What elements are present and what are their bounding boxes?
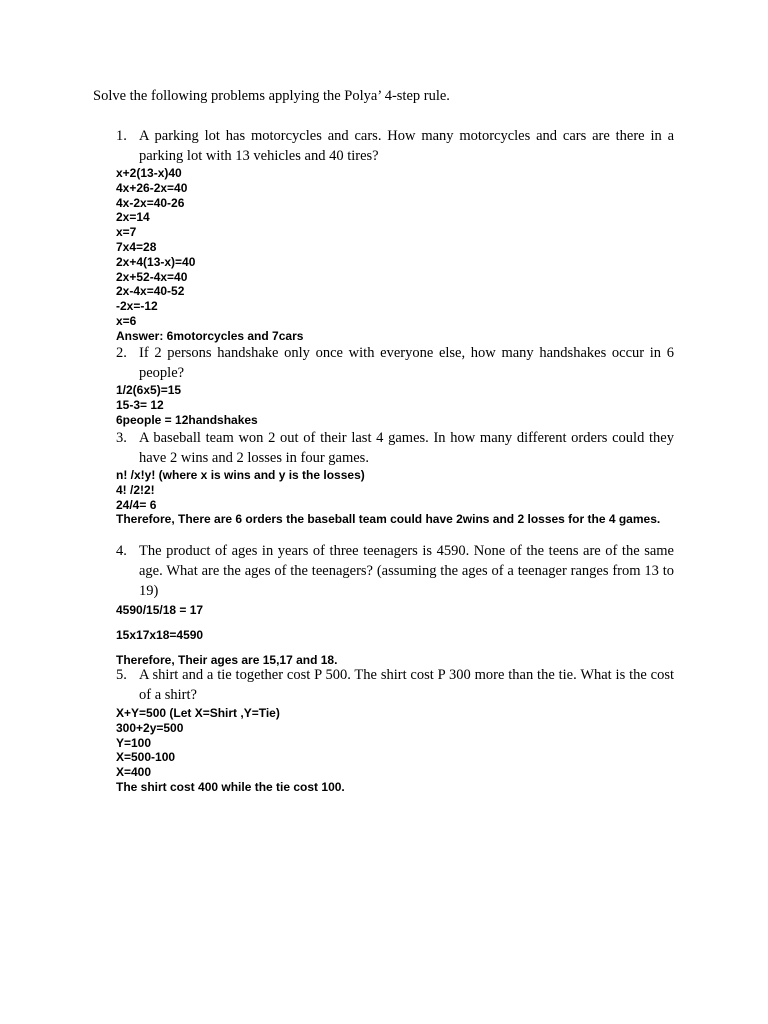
work-line: 300+2y=500 — [116, 720, 184, 735]
work-line: 4590/15/18 = 17 — [116, 603, 204, 617]
problem-1-question — [116, 126, 674, 166]
work-line: 4x+26-2x=40 — [116, 180, 188, 195]
work-line: 4! /2!2! — [116, 482, 155, 497]
problem-2-work — [116, 383, 258, 427]
question-text: A baseball team won 2 out of their last 4 games. In how many different orders could they have 2 wins and 2 losses in four games. — [139, 430, 674, 466]
work-line: X=500-100 — [116, 750, 176, 765]
work-line: X+Y=500 (Let X=Shirt ,Y=Tie) — [116, 706, 280, 720]
answer-line: Answer: 6motorcycles and 7cars — [116, 328, 304, 343]
answer-line: The shirt cost 400 while the tie cost 100. — [116, 779, 345, 794]
problem-4-question — [116, 541, 674, 601]
question-text: A parking lot has motorcycles and cars. How many motorcycles and cars are there in a parking lot with 13 vehicles and 40 tires? — [139, 128, 674, 164]
work-line: 2x+52-4x=40 — [116, 269, 188, 284]
work-line: x+2(13-x)40 — [116, 166, 182, 180]
intro-text: Solve the following problems applying the Polya’ 4-step rule. — [93, 88, 450, 104]
question-text: The product of ages in years of three teenagers is 4590. None of the teens are of the same age. What are the ages of the teenagers? (assuming the ages of a teenager ranges from 13 to 19) — [139, 543, 674, 599]
problem-5-question — [116, 665, 674, 705]
question-text: If 2 persons handshake only once with everyone else, how many handshakes occur in 6 people? — [139, 345, 674, 381]
problem-2-question — [116, 343, 674, 383]
work-line: 4x-2x=40-26 — [116, 195, 185, 210]
problem-number: 5. — [116, 667, 127, 683]
work-line: 2x=14 — [116, 210, 150, 225]
work-line: X=400 — [116, 765, 152, 780]
work-line: 7x4=28 — [116, 239, 157, 254]
work-line: 15-3= 12 — [116, 397, 164, 412]
problem-number: 1. — [116, 128, 127, 144]
answer-line: 6people = 12handshakes — [116, 412, 258, 427]
problem-number: 3. — [116, 430, 127, 446]
work-line: 2x+4(13-x)=40 — [116, 254, 196, 269]
problem-5-work — [116, 706, 345, 795]
work-line: Y=100 — [116, 735, 152, 750]
problem-number: 4. — [116, 543, 127, 559]
problem-3-work — [116, 468, 674, 527]
work-line: 2x-4x=40-52 — [116, 284, 185, 299]
work-line: n! /x!y! (where x is wins and y is the losses) — [116, 468, 365, 482]
work-line: -2x=-12 — [116, 299, 158, 314]
work-line: x=6 — [116, 313, 137, 328]
answer-line: Therefore, There are 6 orders the baseball team could have 2wins and 2 losses for the 4 games. — [116, 512, 661, 527]
work-line: 15x17x18=4590 — [116, 627, 204, 642]
work-line: 24/4= 6 — [116, 497, 157, 512]
problem-3-question — [116, 428, 674, 468]
work-line: 1/2(6x5)=15 — [116, 383, 182, 397]
work-line: x=7 — [116, 225, 137, 240]
problem-number: 2. — [116, 345, 127, 361]
problem-1-work — [116, 166, 303, 344]
answer-line: Therefore, Their ages are 15,17 and 18. — [116, 652, 338, 667]
question-text: A shirt and a tie together cost P 500. The shirt cost P 300 more than the tie. What is the cost of a shirt? — [139, 667, 674, 703]
